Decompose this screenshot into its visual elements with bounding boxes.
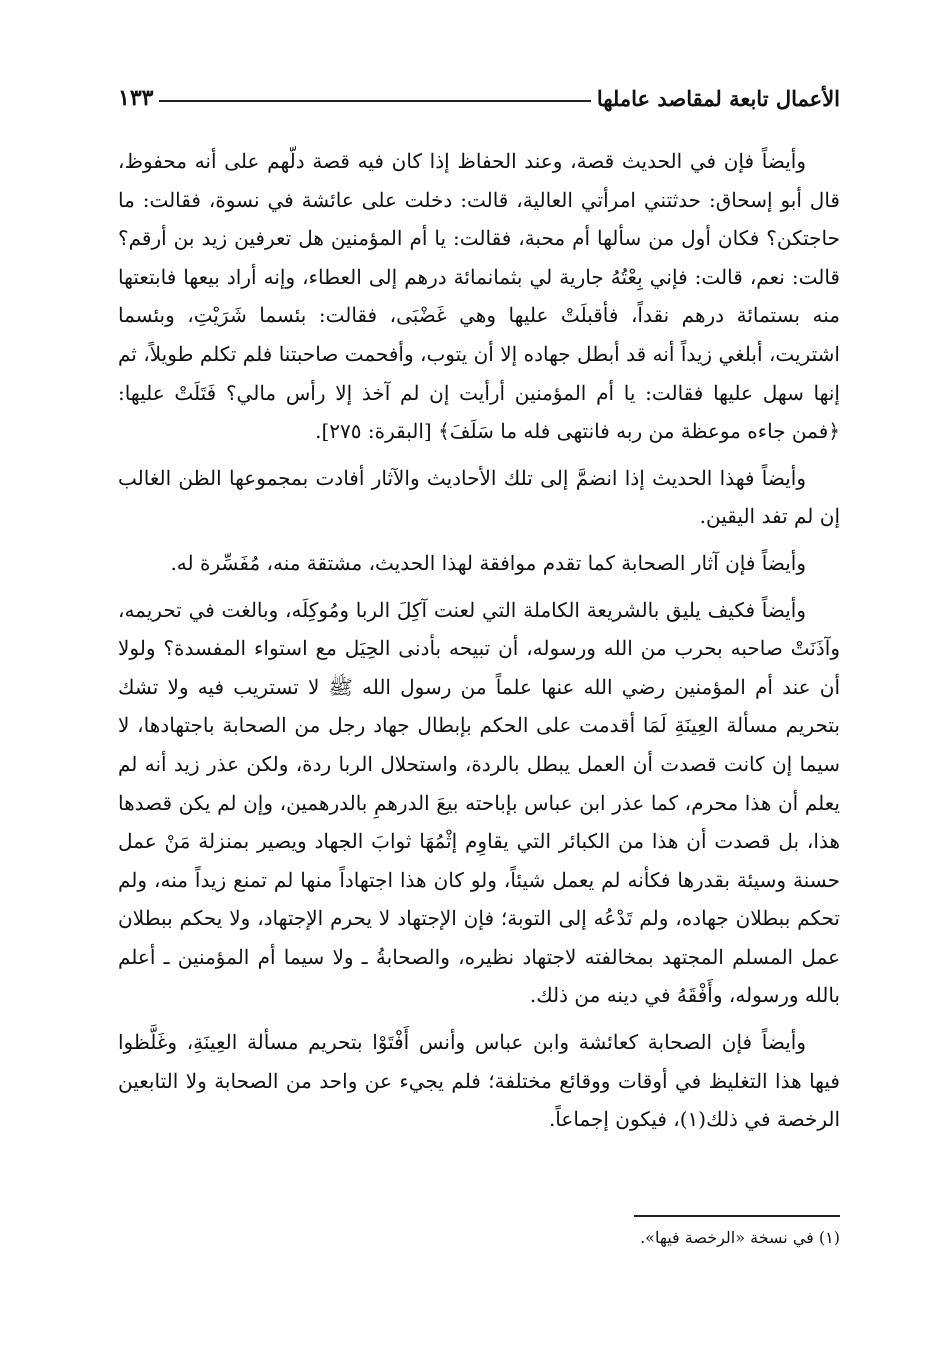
paragraph: وأيضاً فكيف يليق بالشريعة الكاملة التي لعنت آكِلَ الربا ومُوكِلَه، وبالغت في تحريمه، وآذَنَتْ صاحبه بحرب من الله ورسوله، أن تبيحه بأدنى الحِيَل مع استواء المفسدة؟ ولولا أن عند أم المؤمنين رضي الله عنها علماً من رسول الله ﷺ لا تستريب فيه ولا تشك بتحريم مسألة العِينَةِ لَمَا أقدمت على الحكم بإبطال جهاد رجل من الصحابة باجتهادها، لا سيما إن كانت قصدت أن العمل يبطل بالردة، واستحلال الربا ردة، ولكن عذر زيد أنه لم يعلم أن هذا محرم، كما عذر ابن عباس بإباحته بيعَ الدرهمِ بالدرهمين، وإن لم يكن قصدها هذا، بل قصدت أن هذا من الكبائر التي يقاوِم إثْمُهَا ثوابَ الجهاد ويصير بمنزلة مَنْ عمل حسنة وسيئة بقدرها فكأنه لم يعمل شيئاً، ولو كان هذا اجتهاداً منها لم تمنع زيداً منه، ولم تحكم ببطلان جهاده، ولم تَدْعُه إلى التوبة؛ فإن الإجتهاد لا يحرم الإجتهاد، ولا يحكم ببطلان عمل المسلم المجتهد بمخالفته لاجتهاد نظيره، والصحابةُ ـ ولا سيما أم المؤمنين ـ أعلم بالله ورسوله، وأَفْقَهُ في دينه من ذلك. xyxy=(118,597,840,1008)
running-header xyxy=(118,80,840,116)
body-text xyxy=(118,142,840,1139)
footnote: (١) في نسخة «الرخصة فيها». xyxy=(640,1228,840,1247)
footnote-area xyxy=(118,1215,840,1251)
footnote-rule xyxy=(634,1215,840,1217)
paragraph: وأيضاً فإن الصحابة كعائشة وابن عباس وأنس أَفْتَوْا بتحريم مسألة العِينَةِ، وغَلَّظوا فيها هذا التغليظ في أوقات ووقائع مختلفة؛ فلم يجيء عن واحد من الصحابة ولا التابعين الرخصة في ذلك(١)، فيكون إجماعاً. xyxy=(118,1030,840,1132)
page-content xyxy=(118,80,840,1139)
header-rule xyxy=(159,100,590,102)
paragraph: وأيضاً فهذا الحديث إذا انضمَّ إلى تلك الأحاديث والآثار أفادت بمجموعها الظن الغالب إن لم تفد اليقين. xyxy=(118,465,840,529)
paragraph: وأيضاً فإن آثار الصحابة كما تقدم موافقة لهذا الحديث، مشتقة منه، مُفَسِّرة له. xyxy=(170,550,806,575)
running-title: الأعمال تابعة لمقاصد عاملها xyxy=(596,85,840,111)
paragraph: وأيضاً فإن في الحديث قصة، وعند الحفاظ إذا كان فيه قصة دلّهم على أنه محفوظ، قال أبو إسحاق: حدثتني امرأتي العالية، قالت: دخلت على عائشة في نسوة، فقالت: ما حاجتكن؟ فكان أول من سألها أم محبة، فقالت: يا أم المؤمنين هل تعرفين زيد بن أرقم؟ قالت: نعم، قالت: فإني بِعْتُهُ جارية لي بثمانمائة درهم إلى العطاء، وإنه أراد بيعها فابتعتها منه بستمائة درهم نقداً، فأقبلَتْ عليها وهي غَضْبَى، فقالت: بئسما شَرَيْتِ، وبئسما اشتريت، أبلغي زيداً أنه قد أبطل جهاده إلا أن يتوب، وأفحمت صاحبتنا فلم تكلم طويلاً، ثم إنها سهل عليها فقالت: يا أم المؤمنين أرأيت إن لم آخذ إلا رأس مالي؟ فَتَلَتْ عليها: ﴿فمن جاءه موعظة من ربه فانتهى فله ما سَلَفَ﴾ [البقرة: ٢٧٥]. xyxy=(118,149,840,444)
page-number: ١٣٣ xyxy=(118,85,154,111)
